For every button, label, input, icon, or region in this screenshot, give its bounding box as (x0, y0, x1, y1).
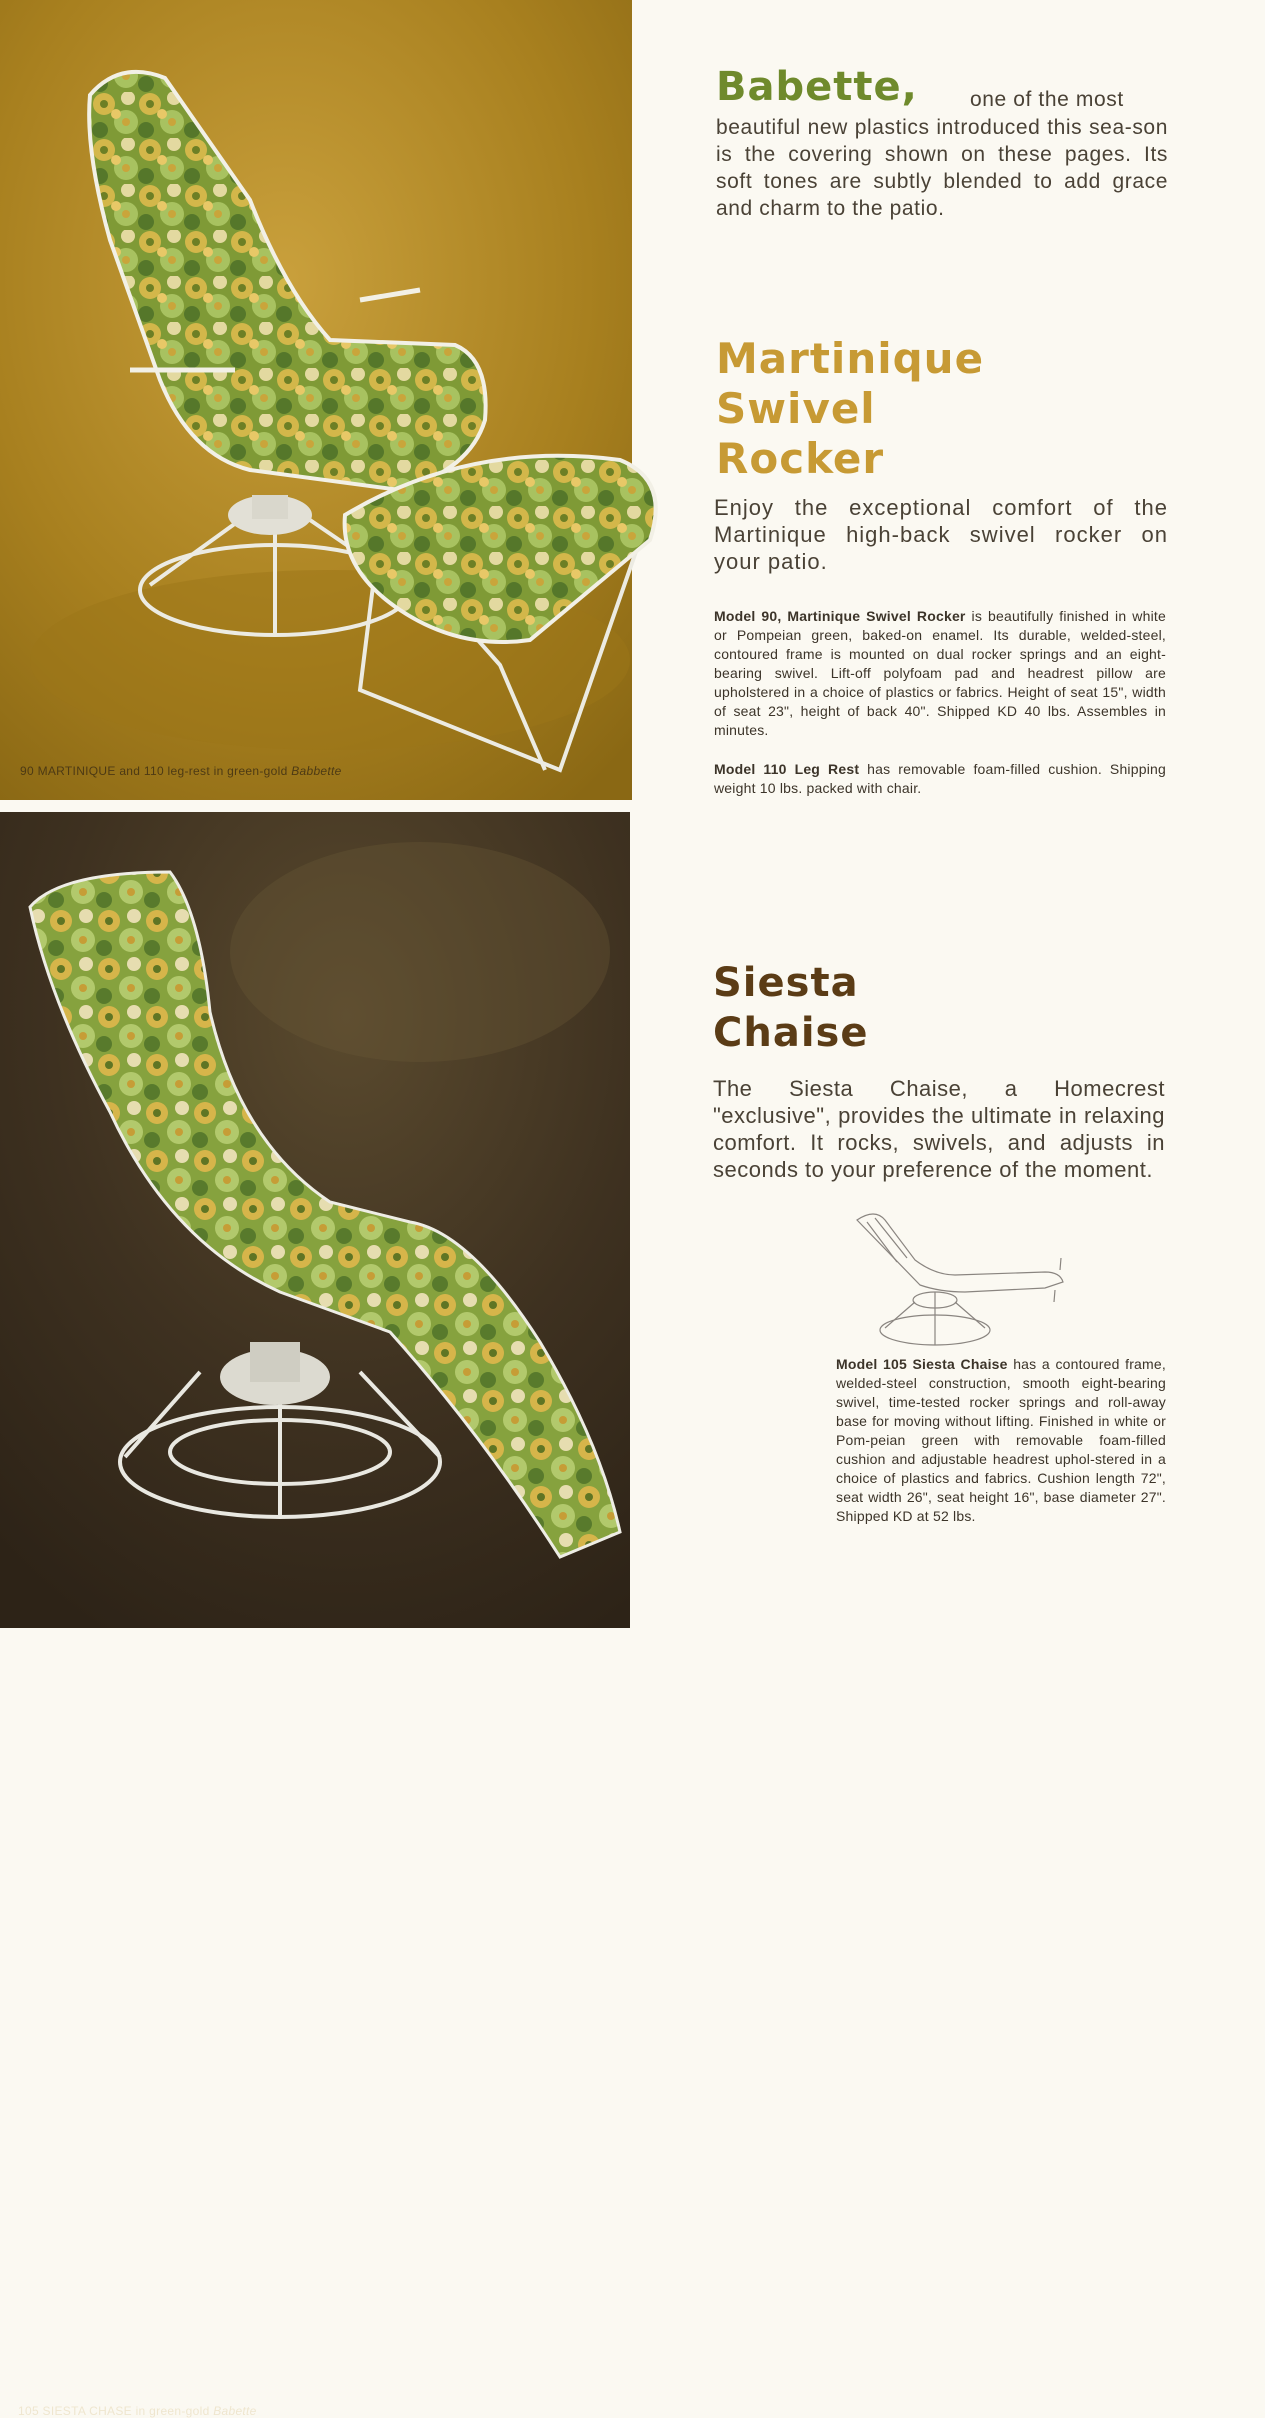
siesta-chaise-illustration (0, 812, 630, 1628)
martinique-title-line: Swivel (716, 384, 876, 433)
martinique-lead-paragraph: Enjoy the exceptional comfort of the Martinique high-back swivel rocker on your patio. (714, 495, 1168, 574)
martinique-title (716, 334, 984, 484)
martinique-photo-caption: 90 MARTINIQUE and 110 leg-rest in green-gold Babbette (20, 764, 342, 778)
siesta-photo (0, 812, 630, 2418)
martinique-photo (0, 0, 632, 800)
model-105-text: has a contoured frame, welded-steel construction, smooth eight-bearing swivel, time-tested rocker springs and roll-away base for moving without lifting. Finished in white or Pom-peian green with removable foam-filled cushion and adjustable headrest uphol-stered in a choice of plastics and fabrics. Cushion length 72", seat width 26", seat height 16", base diameter 27". Shipped KD at 52 lbs. (836, 1356, 1166, 1524)
photo-divider (0, 800, 632, 812)
model-90-label: Model 90, Martinique Swivel Rocker (714, 608, 966, 624)
model-110-description (714, 760, 1166, 798)
siesta-photo-caption: 105 SIESTA CHASE in green-gold Babette (18, 2404, 257, 2418)
model-90-text: is beautifully finished in white or Pompeian green, baked-on enamel. Its durable, welded-steel, contoured frame is mounted on dual rocker springs and an eight-bearing swivel. Lift-off polyfoam pad and headrest pillow are upholstered in a choice of plastics or fabrics. Height of seat 15", width of seat 23", height of back 40". Shipped KD 40 lbs. Assembles in minutes. (714, 608, 1166, 738)
model-90-description (714, 607, 1166, 740)
model-110-text: has removable foam-filled cushion. Shipping weight 10 lbs. packed with chair. (714, 761, 1167, 796)
model-105-label: Model 105 Siesta Chaise (836, 1356, 1008, 1372)
model-110-label: Model 110 Leg Rest (714, 761, 860, 777)
siesta-lead-paragraph: The Siesta Chaise, a Homecrest "exclusive", provides the ultimate in relaxing comfort. It rocks, swivels, and adjusts in seconds to your preference of the moment. (713, 1076, 1165, 1182)
babette-heading: Babette, (716, 64, 918, 110)
siesta-title-line: Chaise (713, 1010, 869, 1056)
intro-first-line: one of the most (970, 88, 1124, 111)
martinique-rocker-illustration (0, 0, 632, 800)
martinique-title-line: Rocker (716, 434, 885, 483)
intro-paragraph: beautiful new plastics introduced this sea-son is the covering shown on these pages. Its soft tones are subtly blended to add grace and charm to the patio. (716, 116, 1168, 220)
siesta-title (713, 958, 868, 1058)
siesta-title-line: Siesta (713, 960, 859, 1006)
model-105-description (836, 1355, 1166, 1526)
chaise-line-sketch (845, 1200, 1075, 1350)
martinique-title-line: Martinique (716, 334, 985, 383)
